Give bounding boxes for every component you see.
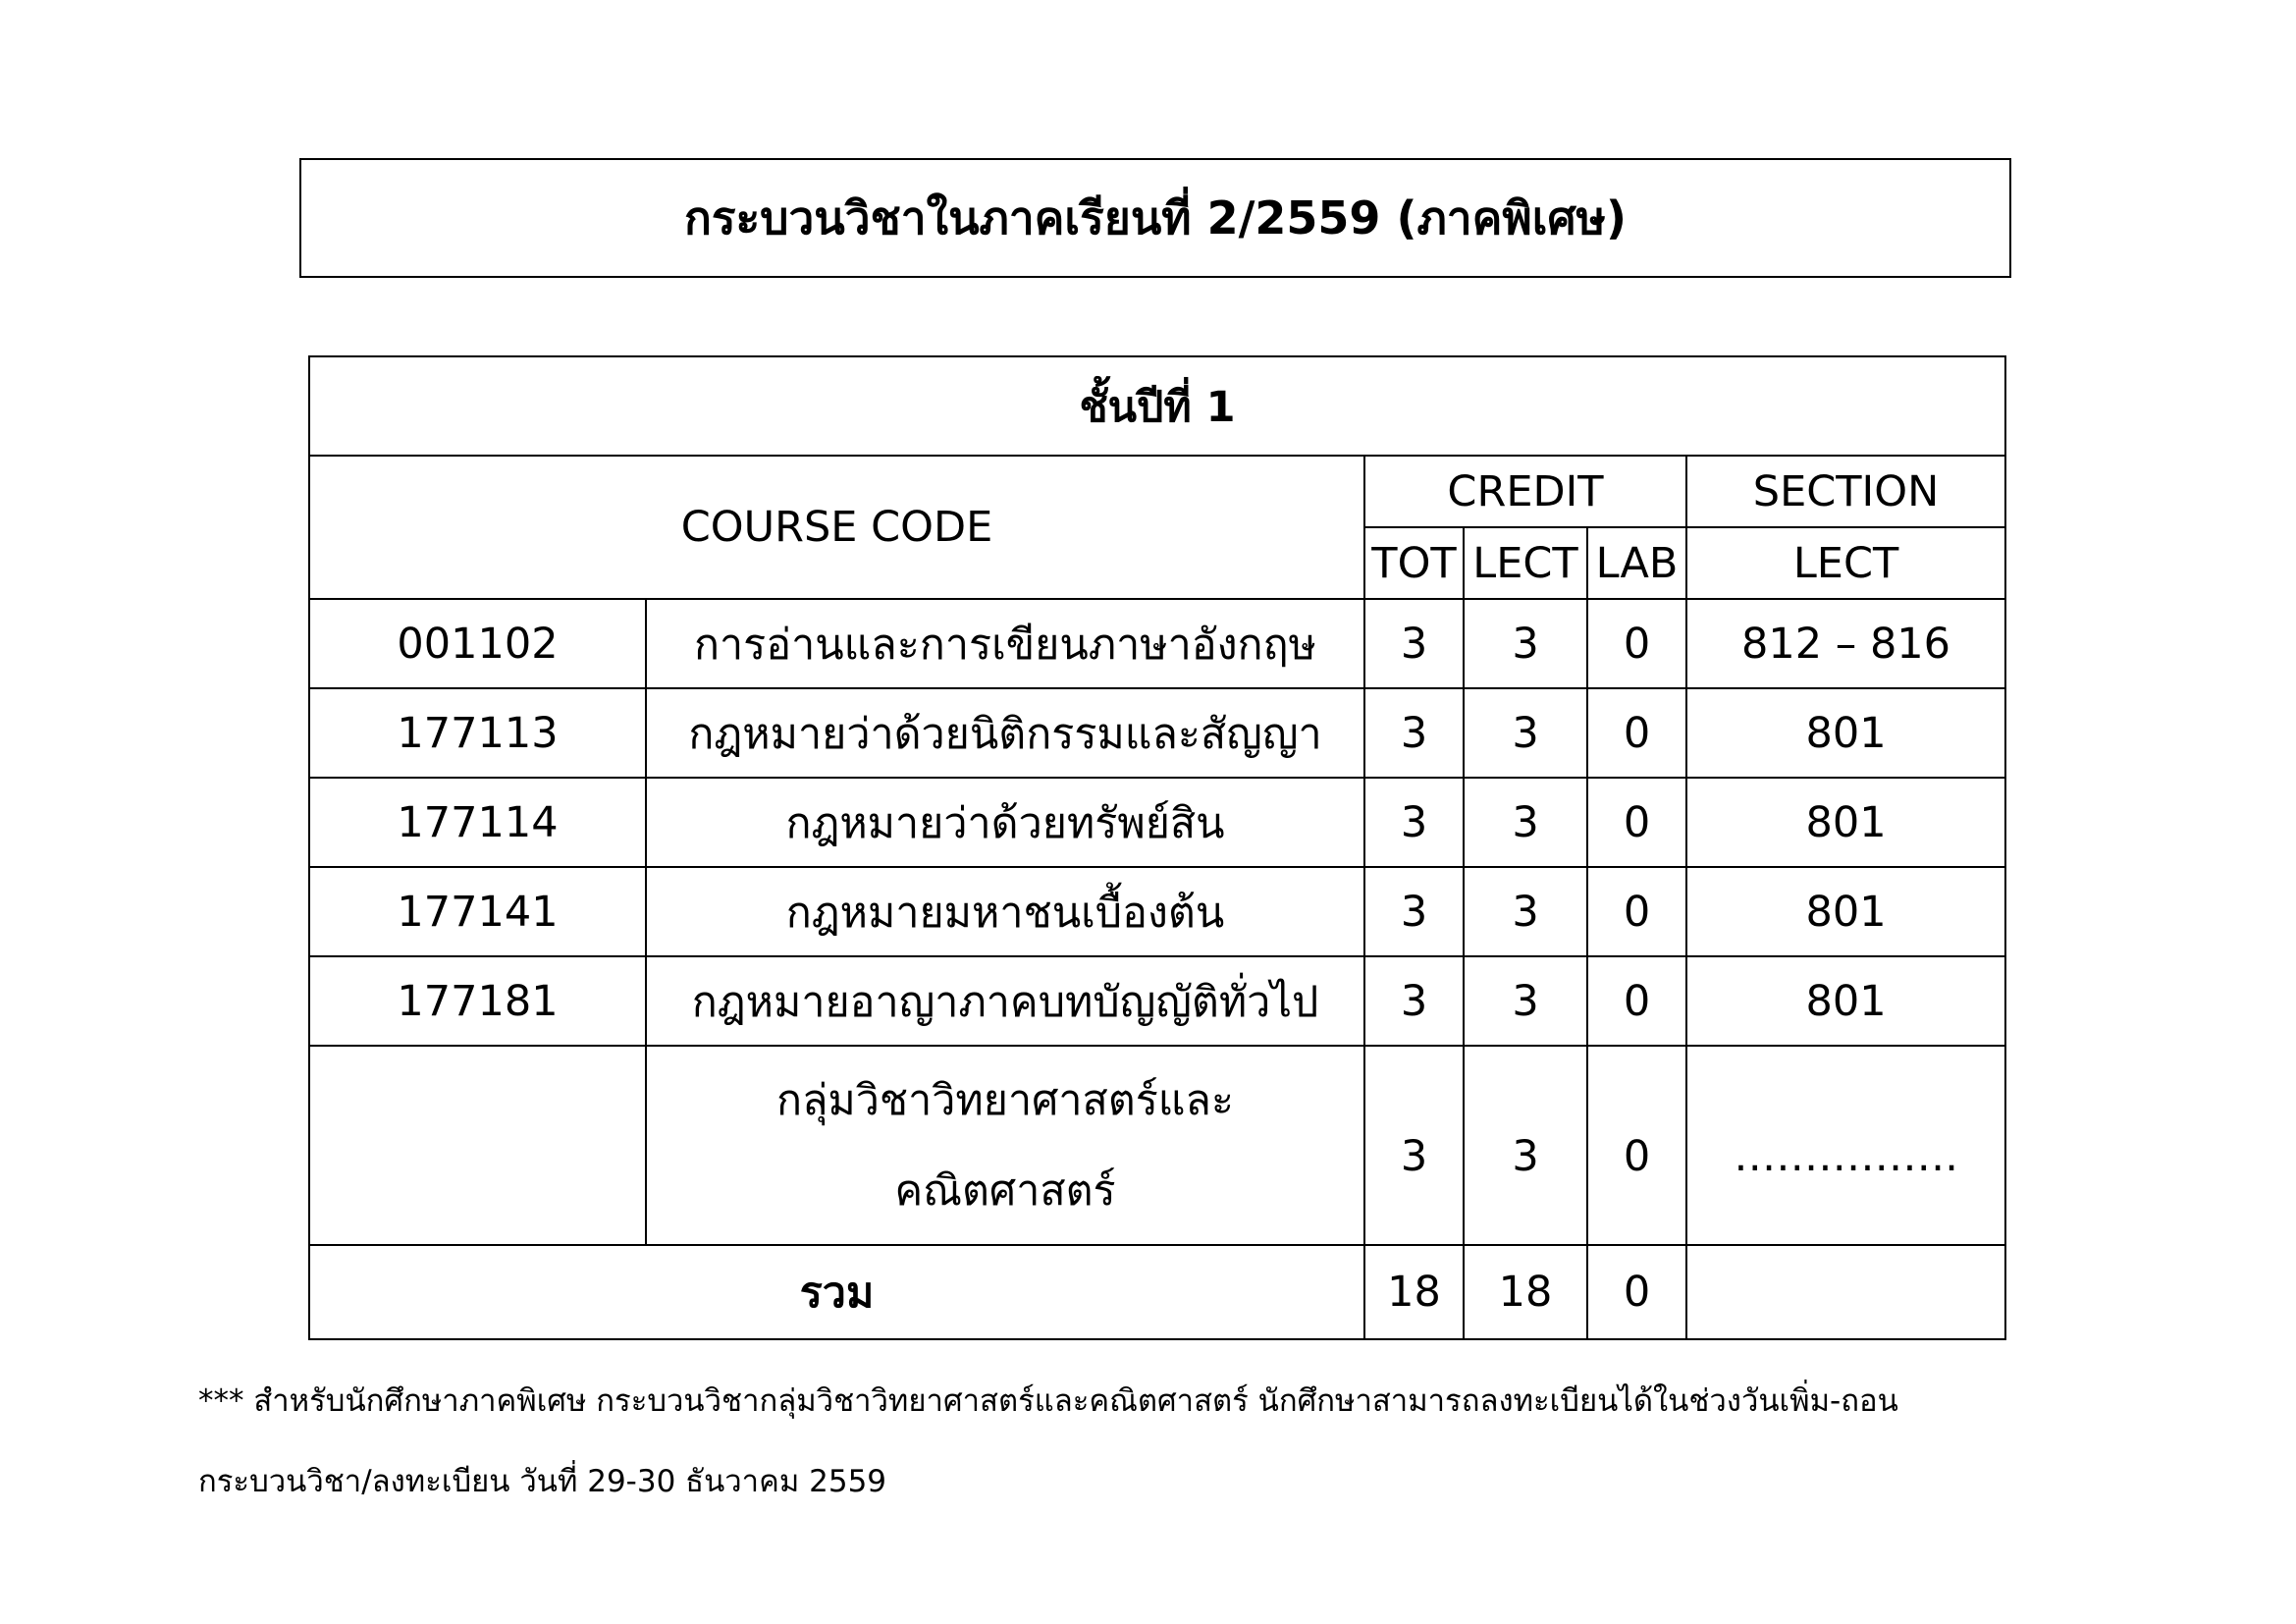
lect-cell: 3: [1464, 867, 1587, 956]
lect-cell: 3: [1464, 688, 1587, 778]
year-heading: [309, 356, 2005, 456]
table-row: [309, 778, 2005, 867]
tot-cell: 3: [1364, 688, 1464, 778]
section-cell: 801: [1686, 867, 2005, 956]
section-lect-header: LECT: [1686, 527, 2005, 599]
tot-cell: 3: [1364, 778, 1464, 867]
footnote-line-1: *** สำหรับนักศึกษาภาคพิเศษ กระบวนวิชากลุ่มวิชาวิทยาศาสตร์และคณิตศาสตร์ นักศึกษาสามารถลงทะเบียนได้ในช่วงวันเพิ่ม-ถอน: [198, 1383, 1898, 1419]
tot-cell: 3: [1364, 956, 1464, 1046]
year-heading-text: ชั้นปีที่ 1: [1079, 382, 1236, 432]
lab-cell: 0: [1587, 956, 1686, 1046]
tot-header: TOT: [1364, 527, 1464, 599]
lab-cell: 0: [1587, 867, 1686, 956]
section-cell: …………….: [1686, 1046, 2005, 1245]
course-code-header: COURSE CODE: [309, 456, 1364, 599]
course-name-cell: กฎหมายว่าด้วยนิติกรรมและสัญญา: [646, 688, 1364, 778]
page-title: [299, 158, 2011, 278]
tot-cell: 3: [1364, 867, 1464, 956]
total-label: รวม: [309, 1245, 1364, 1339]
course-name-line-2: คณิตศาสตร์: [894, 1165, 1116, 1216]
course-name-cell: กฎหมายว่าด้วยทรัพย์สิน: [646, 778, 1364, 867]
lab-cell: 0: [1587, 1046, 1686, 1245]
total-tot-cell: 18: [1364, 1245, 1464, 1339]
table-row: [309, 956, 2005, 1046]
section-cell: 801: [1686, 778, 2005, 867]
course-code-cell: 177113: [309, 688, 646, 778]
tot-cell: 3: [1364, 1046, 1464, 1245]
course-table: [308, 355, 2006, 1340]
course-code-cell: [309, 1046, 646, 1245]
section-cell: 801: [1686, 956, 2005, 1046]
credit-header: CREDIT: [1364, 456, 1686, 527]
page-title-text: กระบวนวิชาในภาคเรียนที่ 2/2559 (ภาคพิเศษ): [683, 190, 1627, 244]
table-row: [309, 867, 2005, 956]
course-code-cell: 177181: [309, 956, 646, 1046]
footnote-line-2: กระบวนวิชา/ลงทะเบียน วันที่ 29-30 ธันวาคม 2559: [198, 1464, 887, 1499]
lab-cell: 0: [1587, 688, 1686, 778]
lect-cell: 3: [1464, 956, 1587, 1046]
course-name-cell: [646, 1046, 1364, 1245]
lab-cell: 0: [1587, 599, 1686, 688]
header-row-1: [309, 456, 2005, 527]
lab-cell: 0: [1587, 778, 1686, 867]
course-code-cell: 177114: [309, 778, 646, 867]
section-header: SECTION: [1686, 456, 2005, 527]
lect-cell: 3: [1464, 778, 1587, 867]
lect-cell: 3: [1464, 599, 1587, 688]
year-heading-row: [309, 356, 2005, 456]
section-cell: 801: [1686, 688, 2005, 778]
total-section-cell: [1686, 1245, 2005, 1339]
tot-cell: 3: [1364, 599, 1464, 688]
lect-cell: 3: [1464, 1046, 1587, 1245]
course-name-cell: กฎหมายอาญาภาคบทบัญญัติทั่วไป: [646, 956, 1364, 1046]
course-name-line-1: กลุ่มวิชาวิทยาศาสตร์และ: [776, 1075, 1234, 1125]
table-row: [309, 688, 2005, 778]
lab-header: LAB: [1587, 527, 1686, 599]
total-lab-cell: 0: [1587, 1245, 1686, 1339]
table-row: [309, 1046, 2005, 1245]
course-name-cell: การอ่านและการเขียนภาษาอังกฤษ: [646, 599, 1364, 688]
section-cell: 812 – 816: [1686, 599, 2005, 688]
course-code-cell: 177141: [309, 867, 646, 956]
total-row: [309, 1245, 2005, 1339]
lect-header: LECT: [1464, 527, 1587, 599]
course-name-cell: กฎหมายมหาชนเบื้องต้น: [646, 867, 1364, 956]
table-row: [309, 599, 2005, 688]
course-code-cell: 001102: [309, 599, 646, 688]
total-lect-cell: 18: [1464, 1245, 1587, 1339]
